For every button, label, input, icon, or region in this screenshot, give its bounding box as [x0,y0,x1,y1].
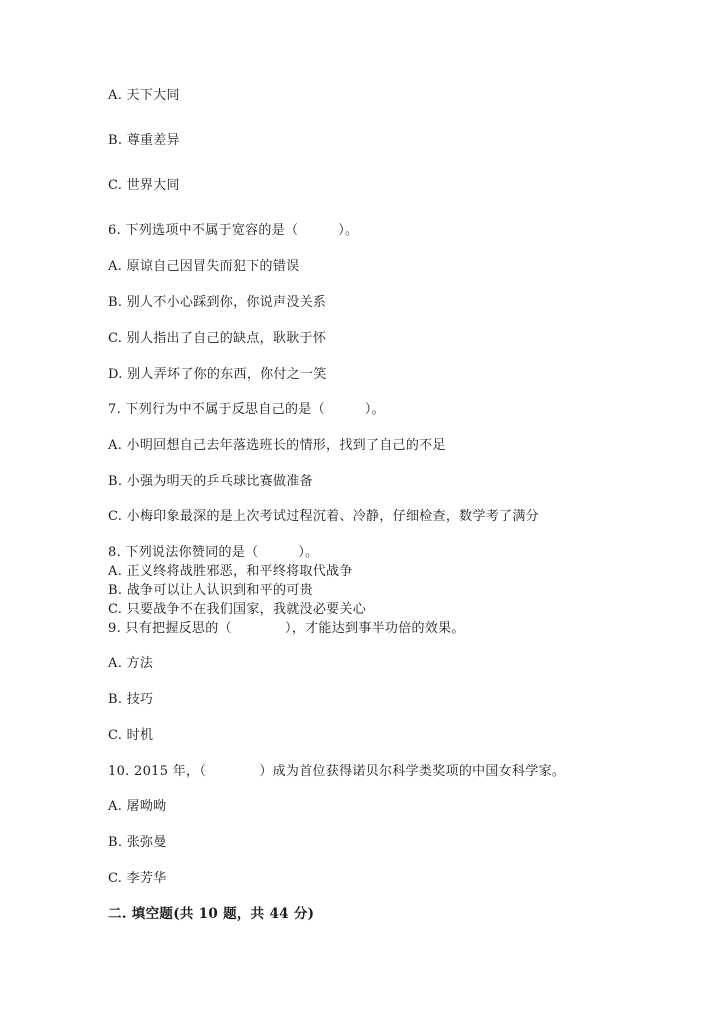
option-7a: A. 小明回想自己去年落选班长的情形，找到了自己的不足 [108,438,446,453]
option-10b: B. 张弥曼 [108,835,167,850]
option-5a: A. 天下大同 [108,88,180,103]
option-5c: C. 世界大同 [108,178,180,193]
option-10c: C. 李芳华 [108,871,167,886]
question-9-stem: 9. 只有把握反思的（ ），才能达到事半功倍的效果。 [108,621,465,636]
question-10-stem: 10. 2015 年，（ ）成为首位获得诺贝尔科学类奖项的中国女科学家。 [108,764,566,779]
option-6c: C. 别人指出了自己的缺点，耿耿于怀 [108,331,327,346]
option-9b: B. 技巧 [108,692,154,707]
option-8a: A. 正义终将战胜邪恶，和平终将取代战争 [108,564,353,579]
option-6d: D. 别人弄坏了你的东西，你付之一笑 [108,367,327,382]
option-6b: B. 别人不小心踩到你，你说声没关系 [108,295,327,310]
option-7b: B. 小强为明天的乒乓球比赛做准备 [108,474,313,489]
option-8c: C. 只要战争不在我们国家，我就没必要关心 [108,602,367,617]
option-10a: A. 屠呦呦 [108,799,167,814]
option-8b: B. 战争可以让人认识到和平的可贵 [108,583,313,598]
question-7-stem: 7. 下列行为中不属于反思自己的是（ ）。 [108,402,385,417]
section-2-heading: 二. 填空题(共 10 题，共 44 分) [108,906,315,922]
option-9c: C. 时机 [108,728,154,743]
question-8-stem: 8. 下列说法你赞同的是（ ）。 [108,545,319,560]
option-5b: B. 尊重差异 [108,133,180,148]
option-7c: C. 小梅印象最深的是上次考试过程沉着、冷静，仔细检查，数学考了满分 [108,509,539,524]
option-9a: A. 方法 [108,656,154,671]
question-6-stem: 6. 下列选项中不属于宽容的是（ ）。 [108,223,359,238]
option-6a: A. 原谅自己因冒失而犯下的错误 [108,259,300,274]
